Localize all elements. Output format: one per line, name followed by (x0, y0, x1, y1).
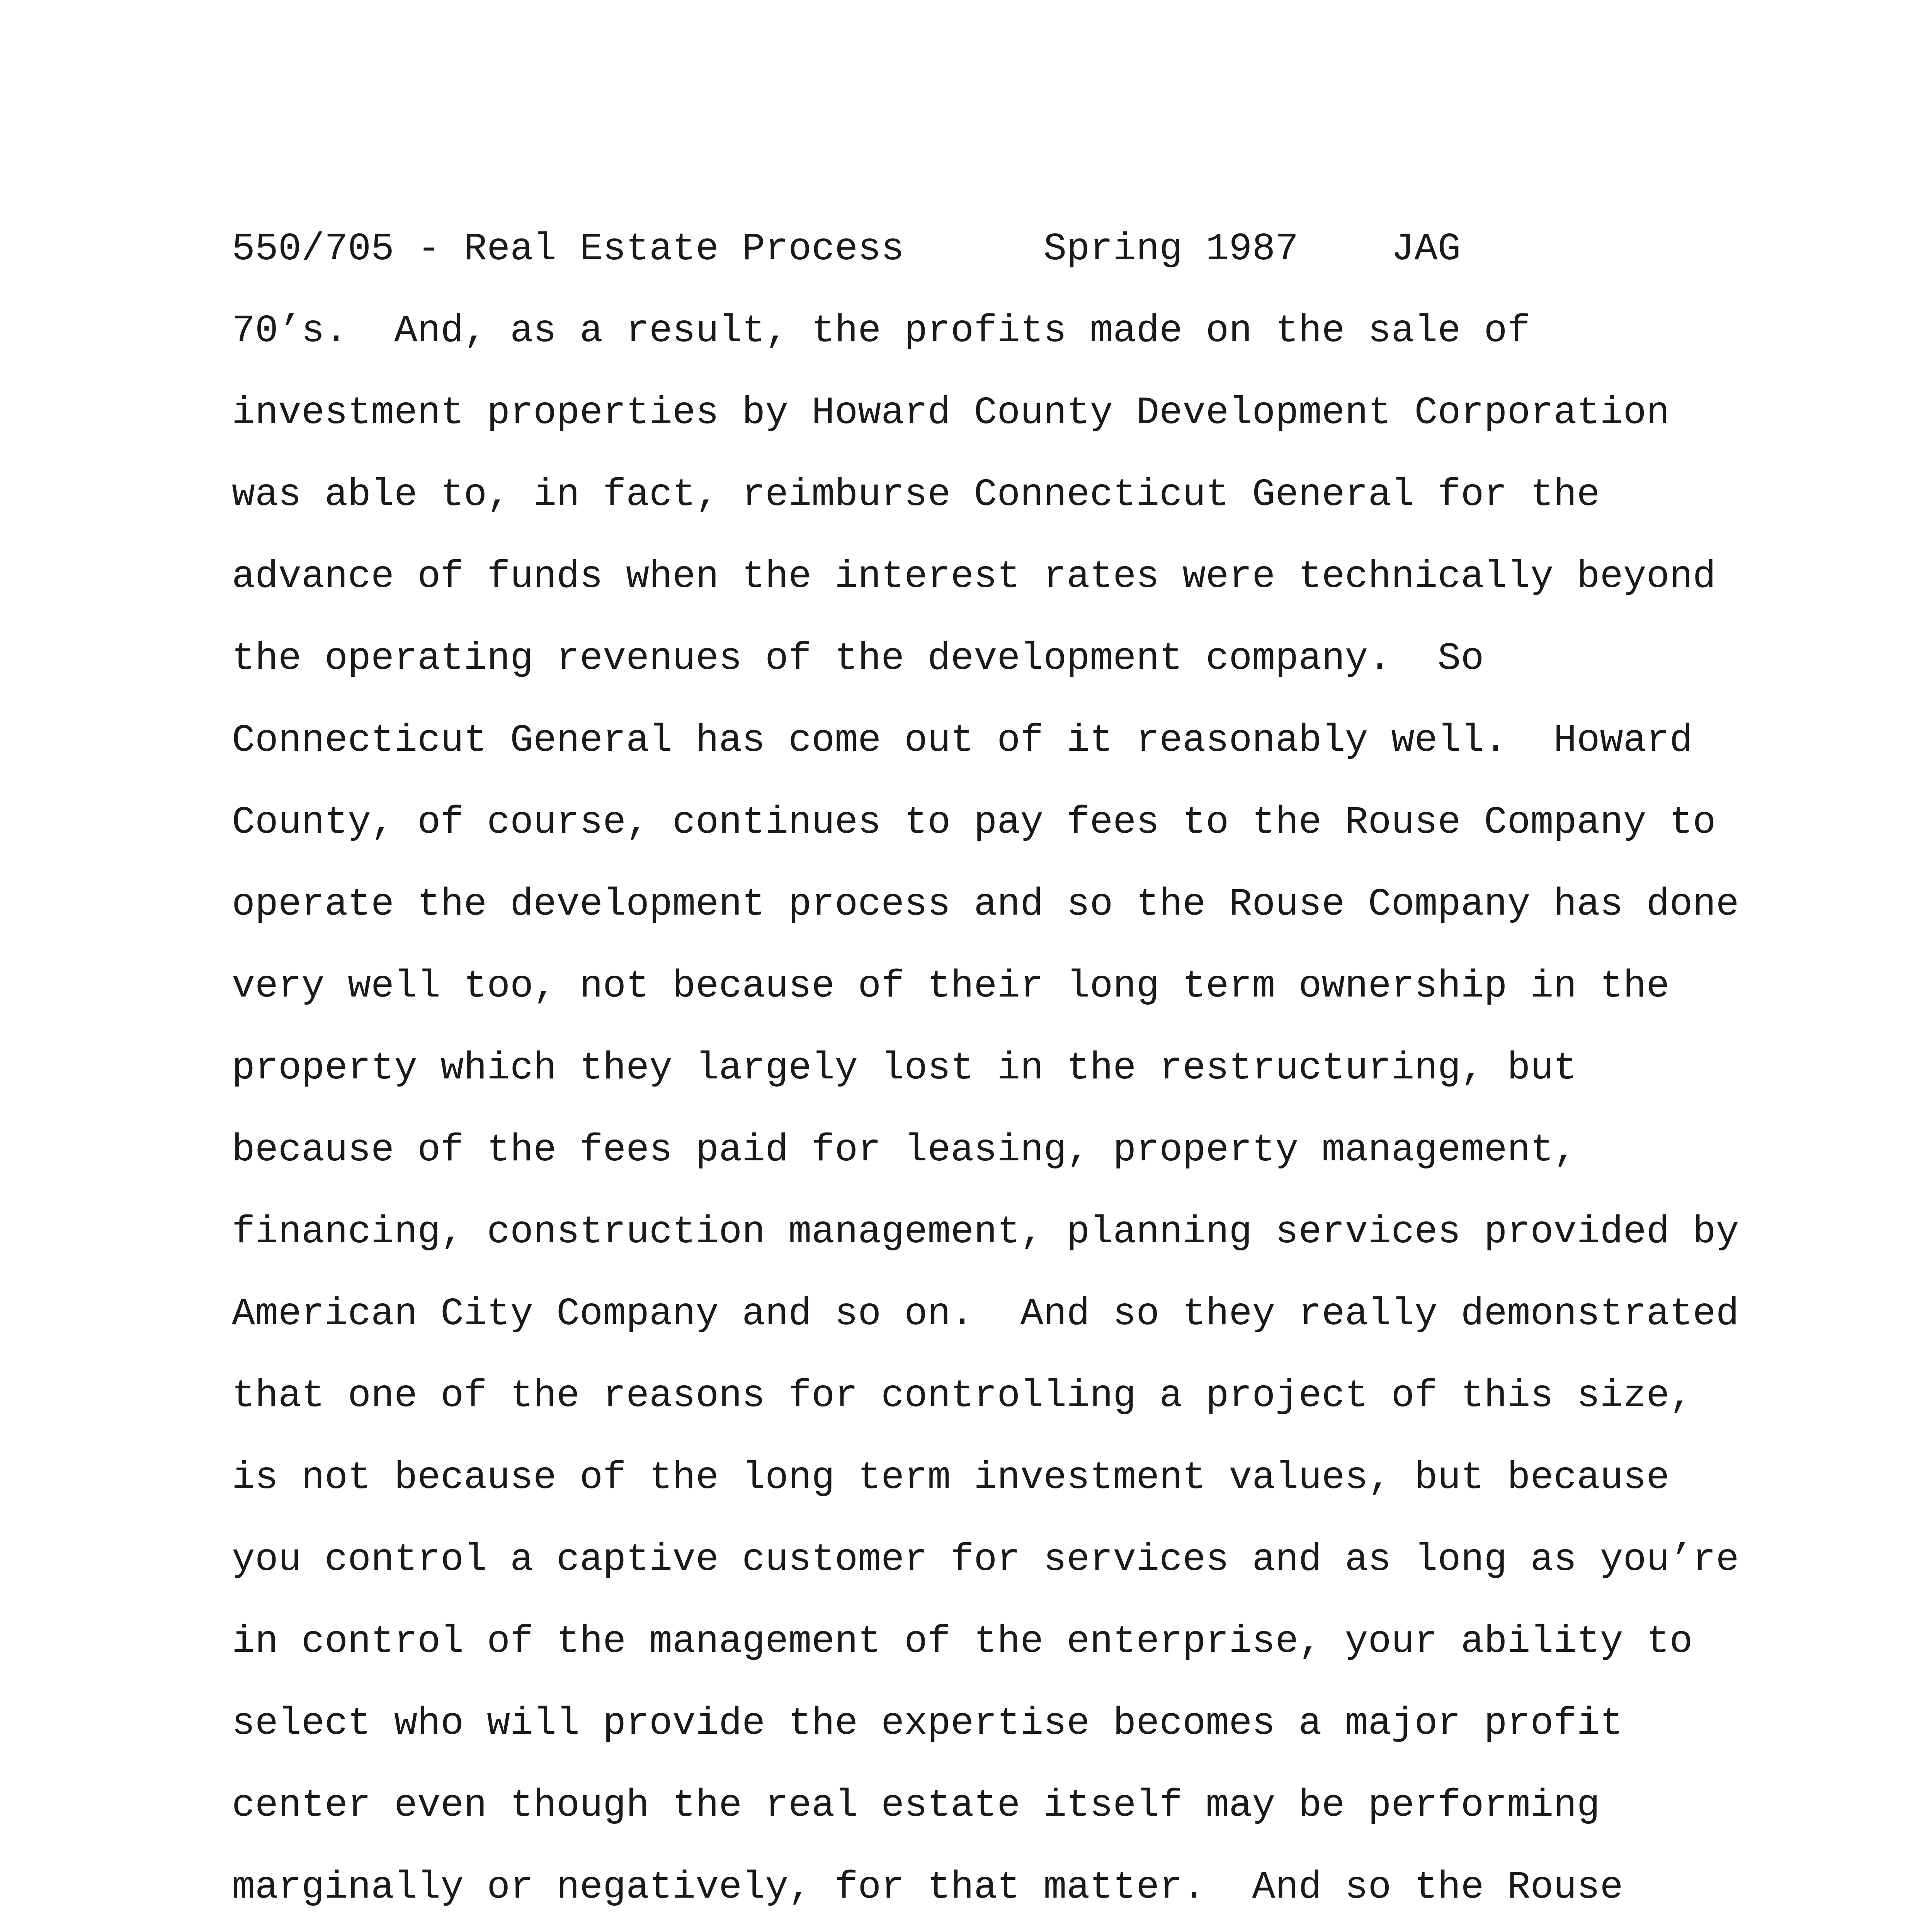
text-line: the operating revenues of the development company. So (232, 637, 1484, 681)
text-line: center even though the real estate itself may be performing (232, 1784, 1600, 1828)
text-line: American City Company and so on. And so they really demonstrated (232, 1293, 1739, 1336)
text-line: property which they largely lost in the restructuring, but (232, 1047, 1577, 1090)
text-line: very well too, not because of their long term ownership in the (232, 965, 1670, 1009)
text-line: because of the fees paid for leasing, property management, (232, 1129, 1577, 1172)
body-text (232, 301, 1758, 1932)
text-line: 70’s. And, as a result, the profits made on the sale of (232, 310, 1531, 353)
text-line: Connecticut General has come out of it reasonably well. Howard (232, 719, 1693, 763)
text-line: advance of funds when the interest rates were technically beyond (232, 555, 1716, 599)
page-header: 550/705 - Real Estate Process Spring 1987 JAG (232, 228, 1461, 271)
text-line: was able to, in fact, reimburse Connecticut General for the (232, 473, 1600, 517)
text-line: select who will provide the expertise becomes a major profit (232, 1702, 1623, 1746)
text-line: that one of the reasons for controlling a project of this size, (232, 1374, 1693, 1418)
text-line: you control a captive customer for services and as long as you’re (232, 1538, 1739, 1582)
text-line: is not because of the long term investment values, but because (232, 1456, 1670, 1500)
text-line: County, of course, continues to pay fees to the Rouse Company to (232, 801, 1716, 845)
text-line: investment properties by Howard County Development Corporation (232, 391, 1670, 435)
text-line: marginally or negatively, for that matter. And so the Rouse (232, 1866, 1623, 1910)
text-line: in control of the management of the enterprise, your ability to (232, 1620, 1693, 1664)
text-line: financing, construction management, planning services provided by (232, 1211, 1739, 1254)
text-line: operate the development process and so the Rouse Company has done (232, 883, 1739, 927)
